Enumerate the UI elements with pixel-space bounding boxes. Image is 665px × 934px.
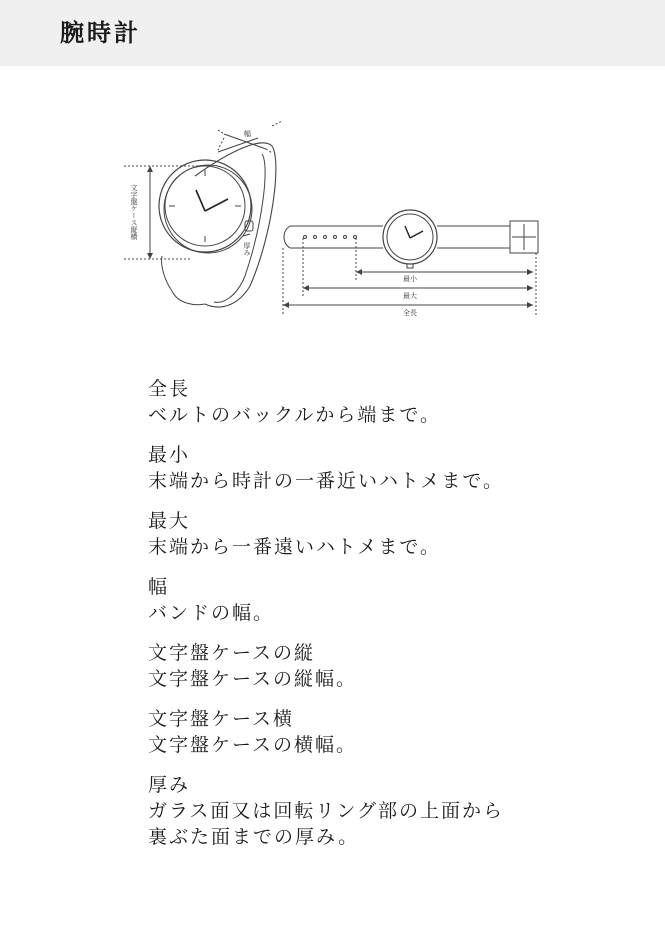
strap-watch-illustration: [283, 210, 538, 316]
definition-description: バンドの幅。: [148, 602, 275, 624]
definition-description: ベルトのバックルから端まで。: [148, 404, 442, 426]
definition-item: [148, 508, 628, 560]
definition-item: [148, 640, 628, 692]
definition-description: 末端から時計の一番近いハトメまで。: [148, 470, 505, 492]
label-width: 幅: [244, 130, 251, 138]
definition-item: [148, 574, 628, 626]
label-total-length: 全長: [403, 309, 417, 317]
label-thickness: 厚み: [243, 242, 251, 256]
watch-measurement-illustration: [0, 66, 665, 356]
label-case-vertical: 文字盤ケース縦横: [130, 184, 138, 240]
definition-term: 文字盤ケース横: [148, 708, 295, 730]
definition-term: 厚み: [148, 774, 191, 796]
page-header: [0, 0, 665, 66]
definition-term: 全長: [148, 378, 191, 400]
definition-term: 文字盤ケースの縦: [148, 642, 316, 664]
definition-description: 末端から一番遠いハトメまで。: [148, 536, 442, 558]
wrist-watch-illustration: [124, 121, 282, 307]
label-maximum: 最大: [403, 292, 417, 300]
definition-term: 幅: [148, 576, 170, 598]
definition-item: [148, 772, 628, 850]
definition-item: [148, 376, 628, 428]
definition-item: [148, 442, 628, 494]
definition-description: 文字盤ケースの縦幅。: [148, 668, 358, 690]
label-minimum: 最小: [403, 275, 417, 283]
page-title: 腕時計: [60, 19, 141, 47]
definition-description: 文字盤ケースの横幅。: [148, 734, 358, 756]
definition-term: 最大: [148, 510, 191, 532]
watch-diagram: [0, 66, 665, 356]
definition-description: ガラス面又は回転リング部の上面から 裏ぶた面までの厚み。: [148, 800, 505, 848]
definition-item: [148, 706, 628, 758]
definition-term: 最小: [148, 444, 191, 466]
definition-list: [148, 376, 628, 864]
